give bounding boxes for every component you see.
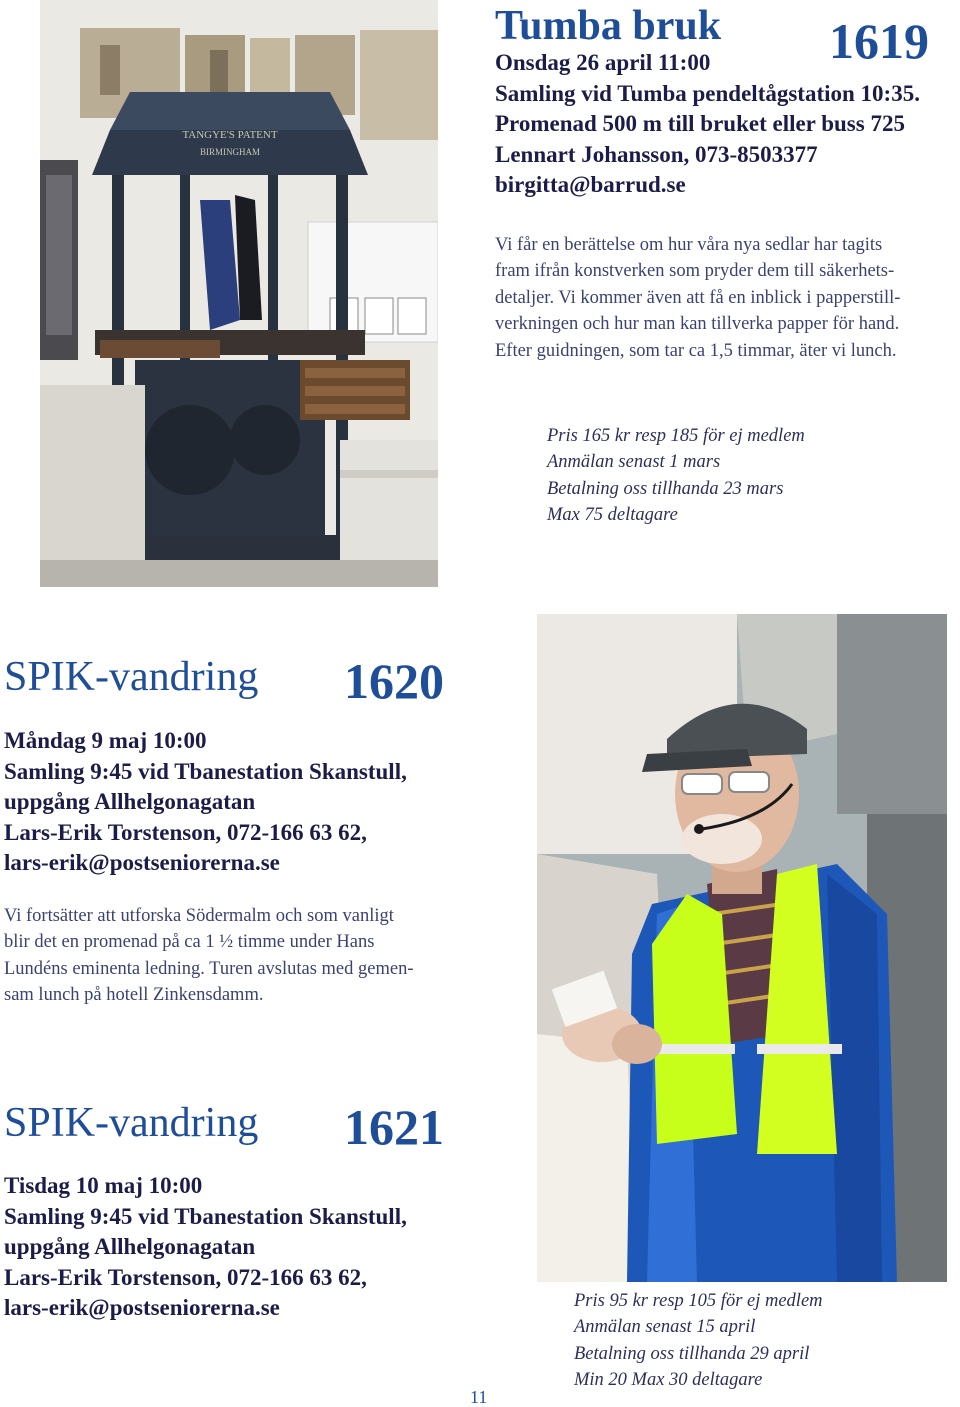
paper-press-photo [40, 0, 438, 587]
payment-deadline: Betalning oss tillhanda 29 april [574, 1343, 810, 1364]
description-line: Efter guidningen, som tar ca 1,5 timmar, äter vi lunch. [495, 340, 897, 361]
guide-photo [537, 614, 947, 1282]
event-info [4, 1171, 407, 1324]
registration-deadline: Anmälan senast 15 april [574, 1317, 756, 1338]
description-line: Vi fortsätter att utforska Södermalm och som vanligt [4, 906, 394, 926]
participant-limit: Max 75 deltagare [547, 505, 678, 526]
event-route: Promenad 500 m till bruket eller buss 725 [495, 111, 905, 136]
event-contact: Lennart Johansson, 073-8503377 [495, 141, 818, 167]
description-line: detaljer. Vi kommer även att få en inblick i papperstill- [495, 287, 901, 308]
description-line: blir det en promenad på ca 1 ½ timme under Hans [4, 932, 375, 953]
payment-deadline: Betalning oss tillhanda 23 mars [547, 478, 784, 499]
event-entrance: uppgång Allhelgonagatan [4, 1234, 256, 1259]
event-email: birgitta@barrud.se [495, 172, 686, 197]
event-description [495, 232, 900, 364]
press-plate-line-1: TANGYE'S PATENT [182, 129, 278, 141]
event-number: 1620 [344, 653, 444, 709]
price-line: Pris 165 kr resp 185 för ej medlem [547, 426, 805, 446]
event-meeting-point: Samling vid Tumba pendeltågstation 10:35. [495, 80, 920, 106]
event-meeting-point: Samling 9:45 vid Tbanestation Skanstull, [4, 758, 407, 784]
press-plate-line-2: BIRMINGHAM [199, 147, 261, 157]
event-price-info [574, 1288, 823, 1394]
description-line: Lundéns eminenta ledning. Turen avslutas med gemen- [4, 958, 414, 979]
event-title: SPIK-vandring [4, 1100, 259, 1146]
event-contact: Lars-Erik Torstenson, 072-166 63 62, [4, 1264, 367, 1290]
event-entrance: uppgång Allhelgonagatan [4, 789, 256, 814]
event-price-info [547, 423, 805, 529]
event-contact: Lars-Erik Torstenson, 072-166 63 62, [4, 819, 367, 845]
event-info [4, 726, 407, 879]
event-number: 1619 [829, 13, 929, 69]
event-email: lars-erik@postseniorerna.se [4, 850, 280, 875]
event-title: SPIK-vandring [4, 654, 259, 700]
event-info [495, 48, 920, 201]
event-date: Måndag 9 maj 10:00 [4, 728, 207, 753]
guide-illustration [537, 614, 947, 1282]
paper-press-illustration [40, 0, 438, 587]
participant-limit: Min 20 Max 30 deltagare [574, 1370, 763, 1391]
event-date: Tisdag 10 maj 10:00 [4, 1173, 203, 1198]
price-line: Pris 95 kr resp 105 för ej medlem [574, 1291, 823, 1311]
event-meeting-point: Samling 9:45 vid Tbanestation Skanstull, [4, 1203, 407, 1229]
event-number: 1621 [344, 1099, 444, 1155]
event-title: Tumba bruk [495, 3, 722, 49]
event-email: lars-erik@postseniorerna.se [4, 1295, 280, 1320]
description-line: sam lunch på hotell Zinkensdamm. [4, 985, 264, 1006]
event-description [4, 903, 414, 1009]
registration-deadline: Anmälan senast 1 mars [547, 452, 721, 473]
page-number: 11 [470, 1387, 488, 1407]
description-line: Vi får en berättelse om hur våra nya sedlar har tagits [495, 235, 883, 255]
description-line: fram ifrån konstverken som pryder dem till säkerhets- [495, 261, 895, 282]
event-date: Onsdag 26 april 11:00 [495, 50, 711, 75]
description-line: verkningen och hur man kan tillverka papper för hand. [495, 314, 900, 335]
